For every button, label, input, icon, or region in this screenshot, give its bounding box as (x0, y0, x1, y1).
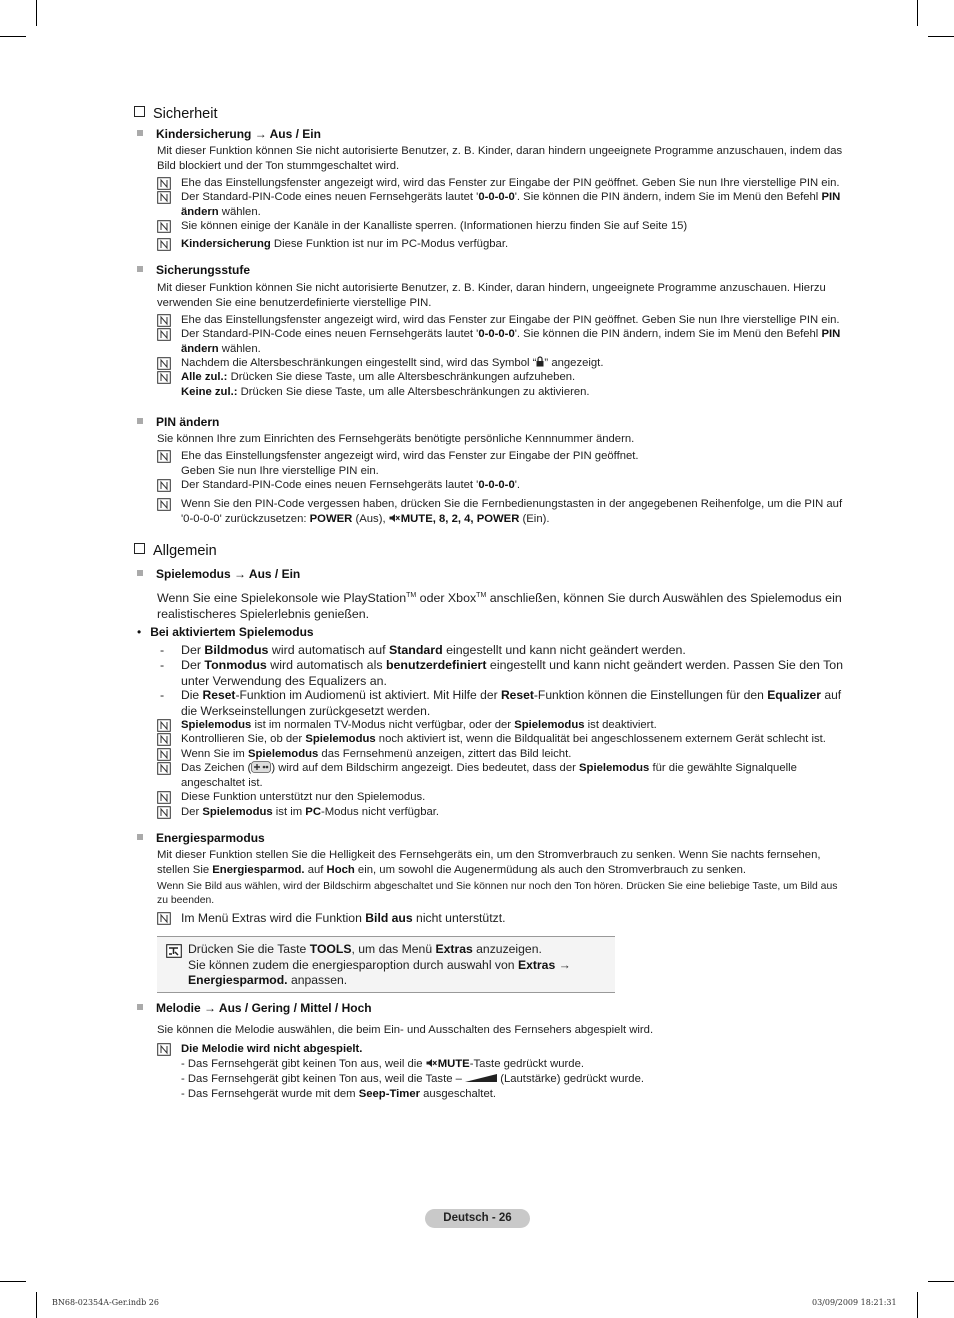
subheading-kindersicherung: Kindersicherung → Aus / Ein (137, 127, 321, 141)
note: Sie können einige der Kanäle in der Kanalliste sperren. (Informationen hierzu finden Sie auf Seite 15) (157, 219, 847, 234)
note-icon (157, 748, 171, 761)
note: Diese Funktion unterstützt nur den Spielemodus. (157, 790, 847, 805)
note-icon (157, 371, 171, 384)
bullet-heading: • Bei aktiviertem Spielemodus (137, 625, 314, 639)
sub-list-item: - Das Fernsehgerät gibt keinen Ton aus, weil die Taste – (Lautstärke) gedrückt wurde. (181, 1073, 644, 1085)
note-icon (157, 357, 171, 370)
note: Wenn Sie den PIN-Code vergessen haben, drücken Sie die Fernbedienungstasten in der angegebenen Reihenfolge, um die PIN auf '0-0-0-0' zurückzusetzen: POWER (Aus), MUTE, 8, 2, 4, POWER (Ein). (157, 497, 847, 526)
note-icon (157, 791, 171, 804)
subheading-sicherungsstufe: Sicherungsstufe (137, 263, 250, 277)
note: Nachdem die Altersbeschränkungen eingestellt sind, wird das Symbol “ ” angezeigt. (157, 356, 847, 371)
note: Der Standard-PIN-Code eines neuen Fernsehgeräts lautet '0-0-0-0'. (157, 478, 847, 493)
crop-mark (928, 36, 954, 37)
note-icon (157, 762, 171, 775)
note-icon (157, 498, 171, 511)
note: Ehe das Einstellungsfenster angezeigt wird, wird das Fenster zur Eingabe der PIN geöffnet. Geben Sie nun Ihre vierstellige PIN ein. (157, 176, 847, 191)
subheading-pin-aendern: PIN ändern (137, 415, 219, 429)
game-icon (251, 761, 271, 773)
sub-list-item: - Das Fernsehgerät wurde mit dem Seep-Timer ausgeschaltet. (181, 1088, 497, 1100)
crop-mark (917, 0, 918, 26)
note: Kontrollieren Sie, ob der Spielemodus noch aktiviert ist, wenn die Bildqualität bei angeschlossenem externem Gerät schlecht ist. (157, 732, 847, 747)
note-icon (157, 733, 171, 746)
note: Der Standard-PIN-Code eines neuen Fernsehgeräts lautet '0-0-0-0'. Sie können die PIN ändern, indem Sie im Menü den Befehl PIN ändern wählen. (157, 190, 847, 219)
mute-icon (389, 513, 400, 523)
note-icon (157, 450, 171, 463)
note-icon (157, 328, 171, 341)
sub-list-item: - Das Fernsehgerät gibt keinen Ton aus, weil die MUTE-Taste gedrückt wurde. (181, 1058, 584, 1070)
paragraph: Sie können Ihre zum Einrichten des Fernsehgeräts benötigte persönliche Kennnummer ändern. (157, 433, 635, 445)
note: Kindersicherung Diese Funktion ist nur im PC-Modus verfügbar. (157, 237, 847, 252)
note: Der Spielemodus ist im PC-Modus nicht verfügbar. (157, 805, 847, 820)
paragraph: Mit dieser Funktion können Sie nicht autorisierte Benutzer, z. B. Kinder, daran hindern ungeeignete Programme anzuschauen, indem das Bild blockiert und der Ton stummgeschaltet wird. (157, 145, 843, 172)
note-icon (157, 479, 171, 492)
note: Die Melodie wird nicht abgespielt. (157, 1042, 847, 1057)
mute-icon (426, 1058, 437, 1068)
list-item: - Der Tonmodus wird automatisch als benutzerdefiniert eingestellt und kann nicht geändert werden. Passen Sie den Ton unter Verwendung des Equalizers an. (160, 658, 844, 688)
list-item: - Die Reset-Funktion im Audiomenü ist aktiviert. Mit Hilfe der Reset-Funktion können die Einstellungen für den Equalizer auf die Werkseinstellungen zurückgesetzt werden. (160, 688, 842, 718)
crop-mark (917, 1292, 918, 1318)
section-heading-allgemein: Allgemein (134, 543, 217, 559)
crop-mark (928, 1281, 954, 1282)
note: Ehe das Einstellungsfenster angezeigt wird, wird das Fenster zur Eingabe der PIN geöffnet. Geben Sie nun Ihre vierstellige PIN ein. (157, 313, 847, 328)
note: Ehe das Einstellungsfenster angezeigt wird, wird das Fenster zur Eingabe der PIN geöffnet. Geben Sie nun Ihre vierstellige PIN ein. (157, 449, 847, 478)
note-icon (157, 177, 171, 190)
note-icon (157, 1043, 171, 1056)
note: Alle zul.: Drücken Sie diese Taste, um alle Altersbeschränkungen aufzuheben. Keine zul.: Drücken Sie diese Taste, um alle Altersbeschränkungen zu aktivieren. (157, 370, 847, 399)
crop-mark (0, 36, 26, 37)
crop-mark (36, 0, 37, 26)
note-icon (157, 719, 171, 732)
page-number-badge: Deutsch - 26 (425, 1209, 530, 1228)
paragraph: Wenn Sie Bild aus wählen, wird der Bildschirm abgeschaltet und Sie können nur noch den Ton hören. Drücken Sie eine beliebige Taste, um Bild aus zu beenden. (157, 881, 838, 906)
subheading-melodie: Melodie → Aus / Gering / Mittel / Hoch (137, 1001, 372, 1015)
print-slug-file: BN68-02354A-Ger.indb 26 (52, 1298, 159, 1307)
subheading-energiesparmodus: Energiesparmodus (137, 831, 265, 845)
note: Spielemodus ist im normalen TV-Modus nicht verfügbar, oder der Spielemodus ist deaktiviert. (157, 718, 847, 733)
note: Das Zeichen ( ) wird auf dem Bildschirm angezeigt. Dies bedeutet, dass der Spielemodus für die gewählte Signalquelle angeschaltet ist. (157, 761, 847, 790)
subheading-spielemodus: Spielemodus → Aus / Ein (137, 567, 300, 581)
paragraph: Mit dieser Funktion können Sie nicht autorisierte Benutzer, z. B. Kinder, daran hindern, ungeeignete Programme anzuschauen. Hierzu verwenden Sie eine benutzerdefinierte vierstellige PIN. (157, 282, 826, 309)
paragraph: Wenn Sie eine Spielekonsole wie PlayStation™ oder Xbox™ anschließen, können Sie durch Auswählen des Spielemodus ein realistischeres Spielerlebnis genießen. (157, 591, 842, 622)
section-heading-sicherheit: Sicherheit (134, 106, 217, 122)
crop-mark (36, 1292, 37, 1318)
tools-icon (166, 944, 182, 958)
paragraph: Mit dieser Funktion stellen Sie die Helligkeit des Fernsehgeräts ein, um den Stromverbrauch zu senken. Wenn Sie nachts fernsehen, stellen Sie Energiesparmod. auf Hoch ein, um sowohl die Augenermüdung als auch den Stromverbrauch zu senken. (157, 849, 821, 876)
note-icon (157, 238, 171, 251)
note-icon (157, 191, 171, 204)
print-slug-date: 03/09/2009 18:21:31 (812, 1298, 897, 1307)
tools-tip-box: Drücken Sie die Taste TOOLS, um das Menü Extras anzuzeigen. Sie können zudem die energiesparoption durch auswahl von Extras → Energiesparmod. anpassen. (157, 936, 615, 993)
note-icon (157, 220, 171, 233)
volume-icon (465, 1074, 497, 1082)
note-icon (157, 912, 171, 925)
note-icon (157, 314, 171, 327)
paragraph: Sie können die Melodie auswählen, die beim Ein- und Ausschalten des Fernsehers abgespielt wird. (157, 1024, 654, 1036)
note: Der Standard-PIN-Code eines neuen Fernsehgeräts lautet '0-0-0-0'. Sie können die PIN ändern, indem Sie im Menü den Befehl PIN ändern wählen. (157, 327, 847, 356)
note: Im Menü Extras wird die Funktion Bild aus nicht unterstützt. (157, 911, 847, 926)
note: Wenn Sie im Spielemodus das Fernsehmenü anzeigen, zittert das Bild leicht. (157, 747, 847, 762)
note-icon (157, 806, 171, 819)
list-item: - Der Bildmodus wird automatisch auf Standard eingestellt und kann nicht geändert werden. (160, 643, 686, 657)
crop-mark (0, 1281, 26, 1282)
